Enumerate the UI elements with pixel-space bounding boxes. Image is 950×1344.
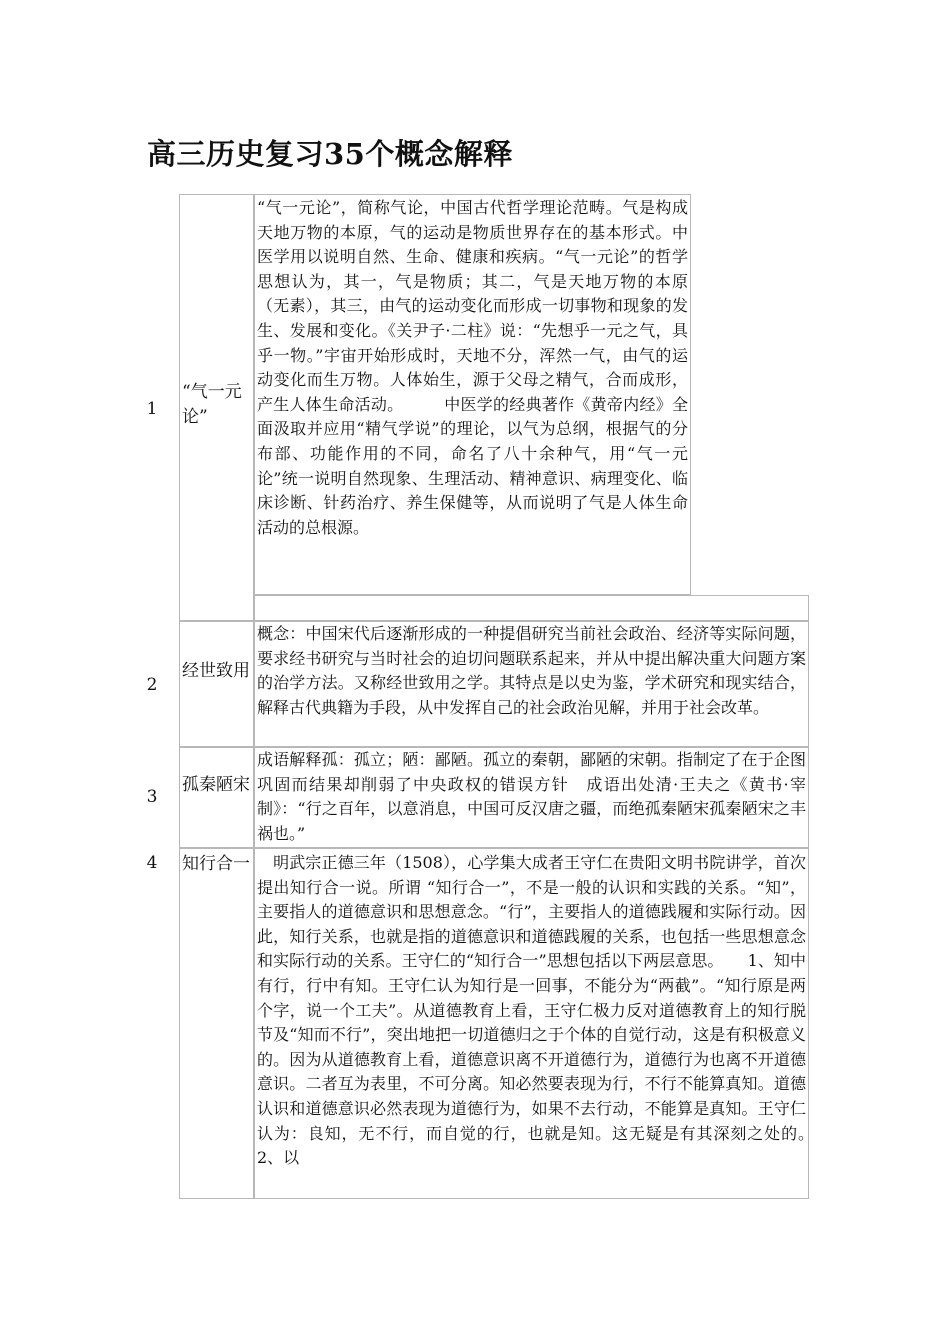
row-number: 4 (146, 853, 158, 873)
term-label: “气一元论” (182, 382, 242, 427)
term-label: 孤秦陋宋 (182, 775, 250, 795)
term-label: 知行合一 (182, 854, 250, 874)
description-cell (254, 848, 839, 1199)
spacer-cell (254, 595, 809, 621)
term-cell (179, 194, 254, 621)
term-cell (179, 848, 254, 1199)
description-cell (254, 194, 691, 595)
description-cell (254, 621, 809, 747)
description-text: 成语解释孤：孤立；陋：鄙陋。孤立的秦朝，鄙陋的宋朝。指制定了在于企图巩固而结果却削弱了中央政权的错误方针 成语出处清·王夫之《黄书·宰制》：“行之百年，以意消息，中国可反汉唐之疆，而绝孤秦陋宋孤秦陋宋之丰祸也。” (257, 750, 806, 843)
row-number: 2 (146, 675, 158, 695)
term-label: 经世致用 (182, 661, 250, 681)
description-cell (254, 747, 809, 848)
row-number: 1 (146, 399, 158, 419)
term-cell (179, 747, 254, 848)
description-text: 明武宗正德三年（1508），心学集大成者王守仁在贵阳文明书院讲学，首次提出知行合一说。所谓 “知行合一”，不是一般的认识和实践的关系。“知”，主要指人的道德意识和思想意念。“行”，主要指人的道德践履和实际行动。因此，知行关系，也就是指的道德意识和道德践履的关系，也包括一些思想意念和实际行动的关系。王守仁的“知行合一”思想包括以下两层意思。 1、知中有行，行中有知。王守仁认为知行是一回事，不能分为“两截”。“知行原是两个字，说一个工夫”。从道德教育上看，王守仁极力反对道德教育上的知行脱节及“知而不行”，突出地把一切道德归之于个体的自觉行动，这是有积极意义的。因为从道德教育上看，道德意识离不开道德行为，道德行为也离不开道德意识。二者互为表里，不可分离。知必然要表现为行，不行不能算真知。道德认识和道德意识必然表现为道德行为，如果不去行动，不能算是真知。王守仁认为：良知，无不行，而自觉的行，也就是知。这无疑是有其深刻之处的。 2、以 (257, 853, 839, 1168)
description-text: 概念：中国宋代后逐渐形成的一种提倡研究当前社会政治、经济等实际问题，要求经书研究与当时社会的迫切问题联系起来，并从中提出解决重大问题方案的治学方法。又称经世致用之学。其特点是以史为鉴，学术研究和现实结合，解释古代典籍为手段，从中发挥自己的社会政治见解，并用于社会改革。 (257, 624, 806, 717)
description-text: “气一元论”，简称气论，中国古代哲学理论范畴。气是构成天地万物的本原，气的运动是物质世界存在的基本形式。中医学用以说明自然、生命、健康和疾病。“气一元论”的哲学思想认为，其一，气是物质；其二，气是天地万物的本原（无素），其三，由气的运动变化而形成一切事物和现象的发生、发展和变化。《关尹子·二柱》说：“先想乎一元之气，具乎一物。”宇宙开始形成时，天地不分，浑然一气，由气的运动变化而生万物。人体始生，源于父母之精气，合而成形，产生人体生命活动。 中医学的经典著作《黄帝内经》全面汲取并应用“精气学说”的理论，以气为总纲，根据气的分布部、功能作用的不同，命名了八十余种气，用“气一元论”统一说明自然现象、生理活动、精神意识、病理变化、临床诊断、针药治疗、养生保健等，从而说明了气是人体生命活动的总根源。 (257, 198, 688, 537)
term-cell (179, 621, 254, 747)
row-number: 3 (146, 787, 158, 807)
page-title: 高三历史复习35个概念解释 (147, 137, 513, 171)
